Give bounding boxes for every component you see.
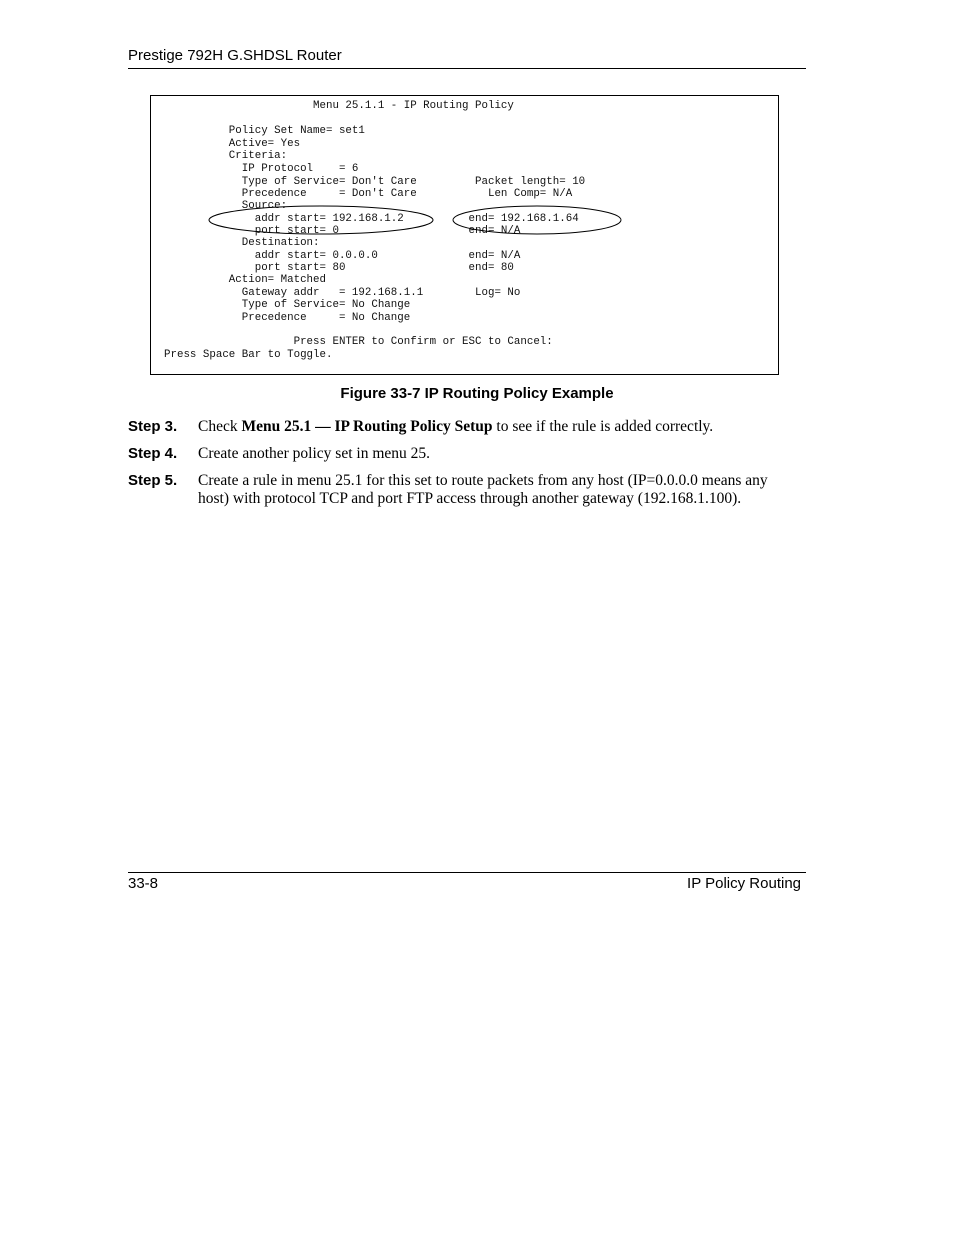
terminal-screen bbox=[150, 95, 779, 375]
step-3-text-before: Check bbox=[198, 418, 242, 435]
terminal-line: IP Protocol = 6 bbox=[164, 163, 359, 175]
terminal-line: Action= Matched bbox=[164, 274, 326, 286]
terminal-line: Precedence = Don't Care Len Comp= N/A bbox=[164, 188, 573, 200]
step-5-text: Create a rule in menu 25.1 for this set to route packets from any host (IP=0.0.0.0 means any host) with protocol TCP and port FTP access through another gateway (192.168.1.100). bbox=[198, 472, 768, 507]
terminal-line: Active= Yes bbox=[164, 138, 301, 150]
terminal-line: port start= 0 end= N/A bbox=[164, 225, 521, 237]
terminal-line: Source: bbox=[164, 200, 288, 212]
header-rule bbox=[128, 68, 806, 69]
footer-page-number: 33-8 bbox=[128, 875, 159, 892]
footer-rule bbox=[128, 872, 806, 873]
step-4-text: Create another policy set in menu 25. bbox=[198, 445, 431, 462]
terminal-line: Type of Service= No Change bbox=[164, 299, 411, 311]
figure-caption: Figure 33-7 IP Routing Policy Example bbox=[340, 385, 614, 402]
step-3-label: Step 3. bbox=[128, 418, 178, 435]
step-3-text-after: to see if the rule is added correctly. bbox=[492, 418, 714, 435]
step-4-label: Step 4. bbox=[128, 445, 178, 462]
terminal-line: Gateway addr = 192.168.1.1 Log= No bbox=[164, 287, 521, 299]
footer-section-title: IP Policy Routing bbox=[687, 875, 801, 892]
step-5-label: Step 5. bbox=[128, 472, 178, 489]
terminal-line: addr start= 192.168.1.2 end= 192.168.1.64 bbox=[164, 213, 579, 225]
terminal-line: Criteria: bbox=[164, 150, 288, 162]
step-3-text bbox=[198, 418, 788, 436]
terminal-line: addr start= 0.0.0.0 end= N/A bbox=[164, 250, 521, 262]
terminal-line: Press ENTER to Confirm or ESC to Cancel: bbox=[164, 336, 553, 348]
source-start-highlight-oval bbox=[209, 206, 433, 234]
menu-reference: Menu 25.1 — IP Routing Policy Setup bbox=[241, 418, 493, 435]
source-end-highlight-oval bbox=[453, 206, 621, 234]
terminal-line: Menu 25.1.1 - IP Routing Policy bbox=[164, 100, 514, 112]
terminal-line: Precedence = No Change bbox=[164, 312, 411, 324]
page-header-title: Prestige 792H G.SHDSL Router bbox=[128, 47, 342, 64]
terminal-line: Press Space Bar to Toggle. bbox=[164, 349, 333, 361]
terminal-line: Destination: bbox=[164, 237, 320, 249]
highlight-ovals bbox=[151, 96, 780, 376]
terminal-line: port start= 80 end= 80 bbox=[164, 262, 514, 274]
terminal-line: Type of Service= Don't Care Packet length= 10 bbox=[164, 176, 586, 188]
terminal-line: Policy Set Name= set1 bbox=[164, 125, 365, 137]
